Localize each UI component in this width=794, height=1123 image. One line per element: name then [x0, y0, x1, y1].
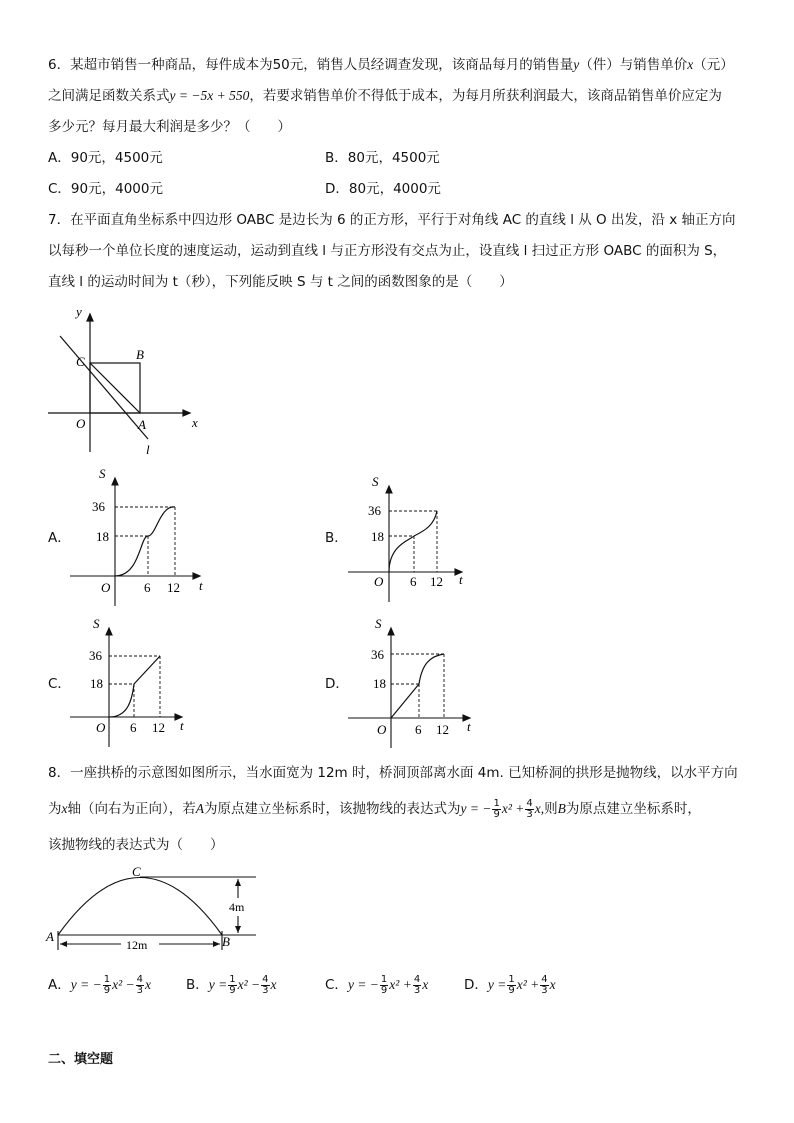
fig-label-c: C [76, 354, 85, 369]
q8-option-a[interactable]: A．y = − $\frac{1}{9}$ x² − $\frac{4}{3}$ x [48, 973, 151, 996]
fig-label-b: B [136, 347, 144, 362]
q8-line1: 8．一座拱桥的示意图如图所示，当水面宽为 12m 时，桥洞顶部离水面 4m. 已知桥洞的拱形是抛物线，以水平方向 [48, 765, 738, 781]
bridge-width-label: 12m [126, 938, 148, 952]
q8-option-b[interactable]: B．y = $\frac{1}{9}$ x² − $\frac{4}{3}$ x [186, 973, 277, 996]
q6-option-d[interactable]: D．80元，4000元 [325, 181, 441, 197]
q6-option-a[interactable]: A．90元，4500元 [48, 150, 163, 166]
graph-a-36: 36 [92, 499, 105, 514]
q7-option-c[interactable]: C． [48, 676, 71, 692]
fig-label-y: y [76, 304, 82, 319]
bridge-height-label: 4m [229, 900, 245, 914]
graph-a-s-label: S [99, 466, 106, 481]
graph-d-36: 36 [371, 647, 384, 662]
fig-label-l: l [146, 442, 150, 457]
q6-formula: y = −5x + 550 [169, 88, 250, 103]
graph-c-t: t [180, 718, 184, 733]
graph-d-12: 12 [436, 722, 449, 737]
q8-frac-1-9: $\frac{1}{9}$ [493, 797, 500, 820]
q6-option-c[interactable]: C．90元，4000元 [48, 181, 163, 197]
bridge-arch [58, 878, 222, 936]
graph-a-18: 18 [96, 529, 109, 544]
graph-d-s-label: S [375, 616, 382, 631]
graph-c-o: O [96, 720, 106, 735]
graph-d-6: 6 [415, 722, 422, 737]
graph-c-s-label: S [93, 616, 100, 631]
bridge-label-c: C [132, 864, 141, 879]
graph-b-18: 18 [371, 529, 384, 544]
fig-label-a: A [138, 417, 146, 432]
graph-b-36: 36 [368, 503, 381, 518]
graph-c-36: 36 [89, 648, 102, 663]
bridge-label-b: B [222, 934, 230, 949]
graph-c-6: 6 [130, 720, 137, 735]
graph-a-o: O [101, 580, 111, 595]
graph-a-6: 6 [144, 580, 151, 595]
q6-line3: 多少元？每月最大利润是多少？（ ） [48, 119, 291, 135]
bridge-label-a: A [46, 929, 54, 944]
fig-label-x: x [192, 415, 198, 430]
graph-b-o: O [374, 574, 384, 589]
graph-d-18: 18 [373, 676, 386, 691]
graph-a-12: 12 [167, 580, 180, 595]
q8-option-c[interactable]: C．y = − $\frac{1}{9}$ x² + $\frac{4}{3}$ x [325, 973, 429, 996]
q7-line3: 直线 l 的运动时间为 t（秒），下列能反映 S 与 t 之间的函数图象的是（ ） [48, 274, 513, 290]
q7-line1: 7．在平面直角坐标系中四边形 OABC 是边长为 6 的正方形，平行于对角线 AC 的直线 l 从 O 出发，沿 x 轴正方向 [48, 212, 736, 228]
q8-frac-4-3: $\frac{4}{3}$ [526, 797, 533, 820]
fig-label-o: O [76, 416, 86, 431]
graph-d-o: O [377, 722, 387, 737]
graph-b-12: 12 [430, 574, 443, 589]
graph-a-t: t [199, 578, 203, 593]
q7-option-d[interactable]: D． [325, 676, 349, 692]
graph-d-t: t [467, 719, 471, 734]
q7-line2: 以每秒一个单位长度的速度运动，运动到直线 l 与正方形没有交点为止，设直线 l 扫过正方形 OABC 的面积为 S， [48, 243, 727, 259]
q7-option-a[interactable]: A． [48, 530, 71, 546]
q6-option-b[interactable]: B．80元，4500元 [325, 150, 440, 166]
q8-option-d[interactable]: D．y = $\frac{1}{9}$ x² + $\frac{4}{3}$ x [464, 973, 556, 996]
graph-b-6: 6 [410, 574, 417, 589]
section-title-fill-in: 二、填空题 [48, 1052, 114, 1067]
graph-c-12: 12 [152, 720, 165, 735]
graph-b-s-label: S [372, 474, 379, 489]
q6-line2: 之间满足函数关系式y = −5x + 550，若要求销售单价不得低于成本，为每月所获利润最大，该商品销售单价应定为 [48, 88, 722, 104]
q6-line1: 6．某超市销售一种商品，每件成本为50元，销售人员经调查发现，该商品每月的销售量y（件）与销售单价x（元） [48, 57, 734, 73]
q7-option-b[interactable]: B． [325, 530, 348, 546]
graph-b-t: t [459, 572, 463, 587]
q8-line2: 为x轴（向右为正向），若A为原点建立坐标系时，该抛物线的表达式为y = − $\frac{1}{9}$ x² + $\frac{4}{3}$ x,则B为原点建立坐标系时， [48, 797, 701, 820]
q8-line3: 该抛物线的表达式为（ ） [48, 837, 224, 853]
graph-c-18: 18 [90, 676, 103, 691]
